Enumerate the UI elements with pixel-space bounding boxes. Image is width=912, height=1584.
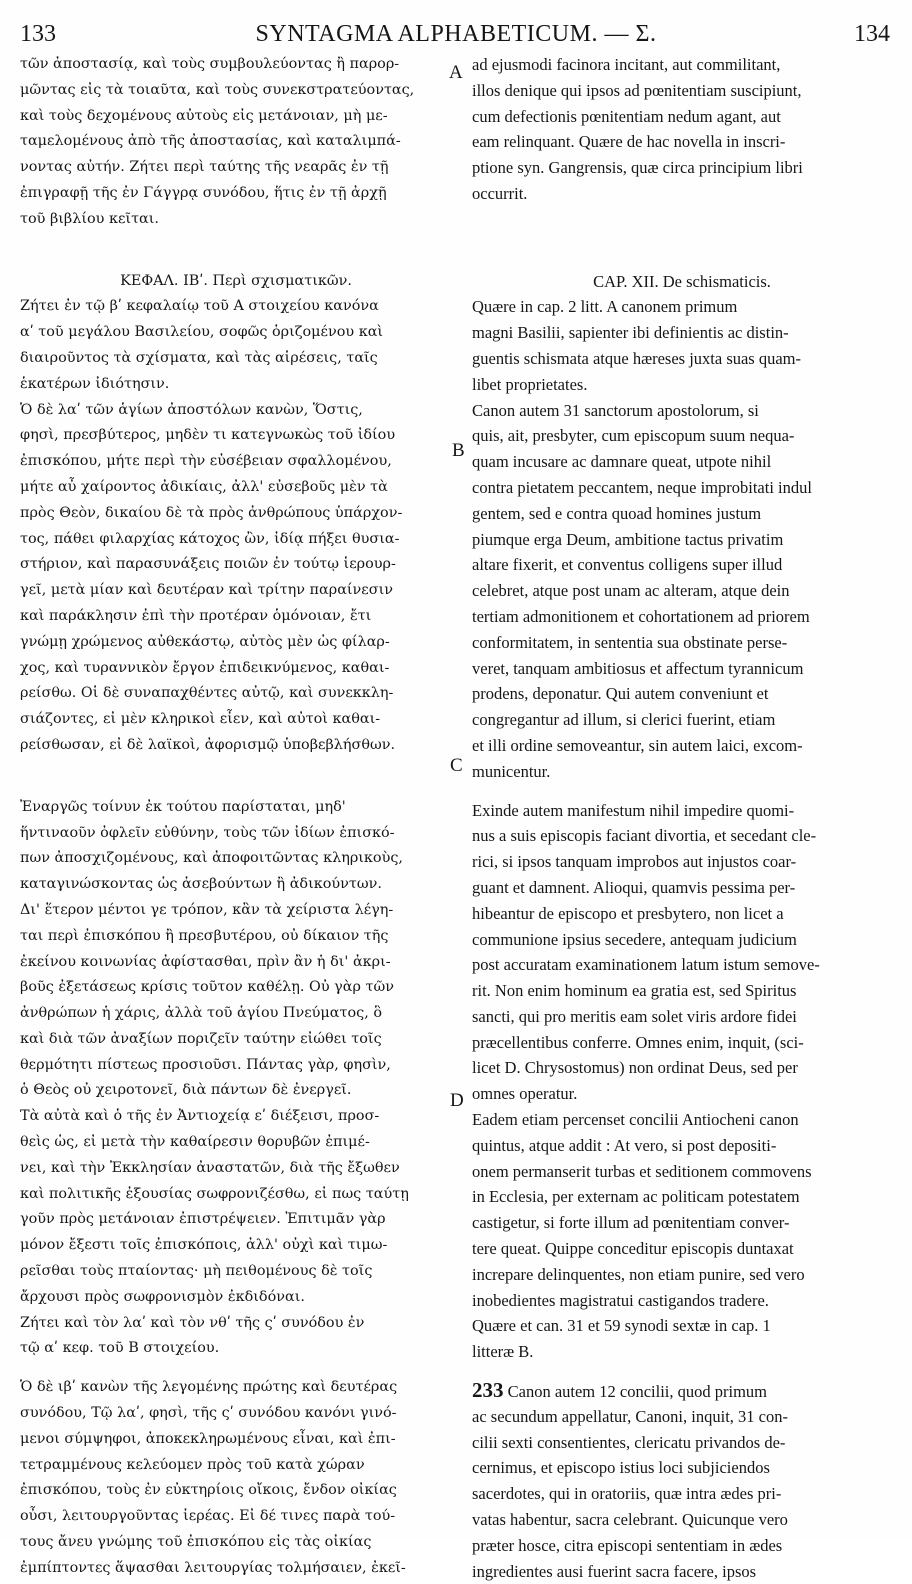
text-line: Ζήτει καὶ τὸν λαʹ καὶ τὸν νθʹ τῆς ςʹ συνόδου ἐν (20, 1314, 365, 1331)
text-line (472, 1378, 892, 1404)
text-line: ται περὶ ἐπισκόπου ἢ πρεσβυτέρου, οὐ δίκαιον τῆς (20, 927, 389, 944)
text-line: præter hosce, citra episcopi sententiam in ædes (472, 1535, 783, 1555)
text-line: in Ecclesia, per externam ac politicam potestatem (472, 1187, 800, 1207)
text-line: contra pietatem peccantem, neque improbitati indul (472, 477, 812, 497)
greek-paragraph-3 (20, 795, 452, 1105)
text-line: libet proprietates. (472, 374, 588, 394)
text-line: celebret, atque post unam ac alteram, atque dein (472, 581, 790, 601)
text-line: καὶ πολιτικῆς ἐξουσίας σωφρονιζέσθω, εἰ πως ταύτῃ (20, 1185, 409, 1202)
text-line: cilii sexti consentientes, clericatu privandos de- (472, 1432, 786, 1452)
text-line: ἄρχουσι πρὸς σωφρονισμὸν ἐκδιδόναι. (20, 1288, 305, 1305)
text-line: nus a suis episcopis faciant divortia, et secedant cle- (472, 826, 817, 846)
text-line: πρὸς Θεὸν, δικαίου δὲ τὰ πρὸς ἀνθρώπους ὑπάρχον- (20, 504, 403, 521)
text-line: γοῦν πρὸς μετάνοιαν ἐπιστρέψειεν. Ἐπιτιμᾶν γὰρ (20, 1211, 386, 1228)
text-line: litteræ B. (472, 1342, 534, 1362)
text-line: hibeantur de episcopo et presbytero, non licet a (472, 903, 784, 923)
latin-paragraph-5 (472, 1378, 892, 1584)
column-number-233: 233 (472, 1378, 504, 1403)
text-line: Ἐναργῶς τοίνυν ἐκ τούτου παρίσταται, μηδ' (20, 798, 346, 815)
text-line: licet D. Chrysostomus) non ordinat Deus, sed per (472, 1058, 798, 1078)
text-line: τους ἄνευ γνώμης τοῦ ἐπισκόπου εἰς τὰς οἰκίας (20, 1534, 372, 1551)
text-line: Exinde autem manifestum nihil impedire quomi- (472, 800, 795, 820)
text-line: rit. Non enim hominum ea gratia est, sed Spiritus (472, 981, 797, 1001)
text-line: νοντας αὐτήν. Ζήτει περὶ ταύτης τῆς νεαρᾶς ἐν τῇ (20, 159, 389, 176)
text-line: eam relinquant. Quære de hac novella in inscri- (472, 132, 786, 152)
latin-chapter-heading: CAP. XII. De schismaticis. (593, 271, 771, 291)
greek-paragraph-5 (20, 1375, 452, 1581)
latin-column (472, 52, 892, 1584)
text-line: μήτε αὖ χαίροντος ἀδικίαις, ἀλλ' εὐσεβοῦς μὲν τὰ (20, 478, 388, 495)
text-line: τοῦ βιβλίου κεῖται. (20, 210, 159, 227)
text-line: altare fixerit, et conventus colligens super illud (472, 555, 783, 575)
text-line: Ὁ δὲ λαʹ τῶν ἁγίων ἀποστόλων κανὼν, Ὅστις, (20, 401, 363, 418)
text-line: ταμελομένους ἀπὸ τῆς ἀποστασίας, καὶ καταλιμπά- (20, 133, 401, 150)
text-line: σιάζοντες, εἰ μὲν κληρικοὶ εἶεν, καὶ αὐτοὶ καθαι- (20, 711, 381, 728)
text-line: νει, καὶ τὴν Ἐκκλησίαν ἀναστατῶν, διὰ τῆς ἔξωθεν (20, 1159, 400, 1176)
text-line: ingredientes ausi fuerint sacra facere, ipsos (472, 1561, 757, 1581)
latin-paragraph-1 (472, 52, 892, 207)
page-number-right: 134 (854, 21, 890, 47)
text-line: sacerdotes, qui in oratoriis, quæ intra ædes pri- (472, 1484, 782, 1504)
text-line: guant et damnent. Alioqui, quamvis pessima per- (472, 877, 796, 897)
text-line: τῶν ἀποστασίᾳ, καὶ τοὺς συμβουλεύοντας ἢ παρορ- (20, 56, 400, 72)
text-line: ρείσθωσαν, εἰ δὲ λαϊκοὶ, ἀφορισμῷ ὑποβεβλήσθων. (20, 736, 396, 753)
text-line: ἐκείνου κοινωνίας ἀφίστασθαι, πρὶν ἂν ἡ δι' ἀκρι- (20, 953, 391, 970)
text-line: θερμότητι πίστεως προσιοῦσι. Πάντας γὰρ, φησὶν, (20, 1056, 391, 1073)
text-line: τος, πάθει φιλαρχίας κάτοχος ὢν, ἰδίᾳ πήξει θυσια- (20, 530, 400, 547)
margin-letter-a: A (449, 62, 463, 83)
text-line: τῷ αʹ κεφ. τοῦ Β στοιχείου. (20, 1340, 220, 1357)
text-line: καὶ παράκλησιν ἐπὶ τὴν προτέραν ὁμόνοιαν, ἔτι (20, 607, 372, 624)
text-line: οὖσι, λειτουργοῦντας ἱερέας. Εἰ δέ τινες παρὰ τού- (20, 1508, 396, 1525)
greek-paragraph-4 (20, 1104, 452, 1362)
text-line: occurrit. (472, 183, 528, 203)
text-line: Ὁ δὲ ιβʹ κανὼν τῆς λεγομένης πρώτης καὶ δευτέρας (20, 1379, 398, 1396)
text-line: tere queat. Quippe conceditur episcopis duntaxat (472, 1239, 794, 1259)
text-line: Δι' ἕτερον μέντοι γε τρόπον, κἂν τὰ χείριστα λέγη- (20, 901, 394, 918)
text-line: inobedientes magistratui castigandos tradere. (472, 1290, 769, 1310)
text-line: Τὰ αὐτὰ καὶ ὁ τῆς ἐν Ἀντιοχείᾳ εʹ διέξεισι, προσ- (20, 1108, 380, 1125)
text-line: συνόδου, Τῷ λαʹ, φησὶ, τῆς ςʹ συνόδου κανόνι γινό- (20, 1405, 397, 1422)
margin-letter-b: B (452, 440, 465, 461)
text-line: magni Basilii, sapienter ibi definientis ac distin- (472, 323, 789, 343)
text-line: congregantur ad illum, si clerici fuerint, etiam (472, 710, 776, 730)
text-line: gentem, sed e contra quoad homines justum (472, 503, 762, 523)
text-line: ἐπισκόπου, μήτε περὶ τὴν εὐσέβειαν σφαλλομένου, (20, 453, 392, 470)
text-line: veret, tanquam ambitiosus et affectum tyrannicum (472, 658, 804, 678)
text-line: θεὶς ὡς, εἰ μετὰ τὴν καθαίρεσιν θορυβῶν ἐπιμέ- (20, 1134, 370, 1151)
text-line: illos denique qui ipsos ad pœnitentiam suscipiunt, (472, 80, 802, 100)
text-line: cum defectionis pœnitentiam nedum agant, aut (472, 106, 781, 126)
text-line: et illi ordine semoveantur, sin autem laici, excom- (472, 735, 803, 755)
text-line: post accuratam examinationem latum istum semove- (472, 955, 820, 975)
greek-chapter-heading: ΚΕΦΑΛ. ΙΒʹ. Περὶ σχισματικῶν. (120, 272, 352, 289)
greek-column (20, 52, 452, 1582)
text-line: ἐπισκόπου, τοὺς ἐν εὐκτηρίοις οἴκοις, ἔνδον οἰκίας (20, 1482, 397, 1499)
latin-paragraph-2 (472, 294, 892, 784)
text-line: sancti, qui pro meritis eam solet viris ardore fidei (472, 1006, 797, 1026)
text-line: χος, καὶ τυραννικὸν ἔργον ἐπιδεικνύμενος, καθαι- (20, 659, 390, 676)
text-line: μόνον ἔξεστι τοῖς ἐπισκόποις, ἀλλ' οὐχὶ καὶ τιμω- (20, 1237, 388, 1254)
text-line: increpare delinquentes, non etiam punire, sed vero (472, 1264, 805, 1284)
text-line: vatas habentur, sacra celebrant. Quicunque vero (472, 1510, 788, 1530)
text-line: prodens, deponatur. Qui autem conveniunt et (472, 684, 769, 704)
text-line: φησὶ, πρεσβύτερος, μηδὲν τι κατεγνωκὼς τοῦ ἰδίου (20, 427, 396, 444)
text-line: διαιροῦντος τὰ σχίσματα, καὶ τὰς αἱρέσεις, ταῖς (20, 349, 378, 366)
text-line: γεῖ, μετὰ μίαν καὶ δευτέραν καὶ τρίτην παραίνεσιν (20, 582, 393, 599)
text-line: ἀνθρώπων ἡ χάρις, ἀλλὰ τοῦ ἁγίου Πνεύματος, ὃ (20, 1005, 383, 1022)
text-line: καὶ τοὺς δεχομένους αὐτοὺς εἰς μετάνοιαν, μὴ με- (20, 107, 388, 124)
text-line: castigetur, si forte illum ad pœnitentiam conver- (472, 1213, 790, 1233)
text-line: Eadem etiam percenset concilii Antiocheni canon (472, 1110, 799, 1130)
text-line: municentur. (472, 761, 551, 781)
text-line: στήριον, καὶ παρασυνάξεις ποιῶν ἐν τούτῳ ἱερουρ- (20, 556, 396, 573)
text-line: πων ἀποσχιζομένους, καὶ ἀποφοιτῶντας κληρικοὺς, (20, 850, 403, 867)
text-line: ad ejusmodi facinora incitant, aut commilitant, (472, 55, 781, 74)
text-line: quis, ait, presbyter, cum episcopum suum nequa- (472, 426, 795, 446)
margin-letter-c: C (450, 755, 463, 776)
text-line: onem permanserit turbas et seditionem commovens (472, 1161, 812, 1181)
text-line: præcellentibus conferre. Omnes enim, inquit, (sci- (472, 1032, 804, 1052)
text-line: Canon autem 31 sanctorum apostolorum, si (472, 400, 759, 420)
text-line: ὁ Θεὸς οὐ χειροτονεῖ, διὰ πάντων δὲ ἐνεργεῖ. (20, 1082, 352, 1099)
page-number-left: 133 (20, 21, 56, 47)
text-line: piumque erga Deum, ambitione tactus privatim (472, 529, 784, 549)
latin-paragraph-4 (472, 1107, 892, 1365)
margin-letter-d: D (450, 1090, 464, 1111)
text-line: omnes operatur. (472, 1084, 578, 1104)
greek-paragraph-2 (20, 294, 452, 758)
text-line: rici, si ipsos tanquam improbos aut injustos coar- (472, 852, 797, 872)
text-line: quintus, atque addit : At vero, si post depositi- (472, 1135, 777, 1155)
latin-paragraph-3 (472, 798, 892, 1108)
text-line: τετραμμένους κελεύομεν πρὸς τοῦ κατὰ χώραν (20, 1456, 365, 1473)
text-line: cernimus, et episcopo istius loci subjiciendos (472, 1458, 770, 1478)
text-line: ac secundum appellatur, Canoni, inquit, 31 con- (472, 1406, 788, 1426)
text-line: Quære et can. 31 et 59 synodi sextæ in cap. 1 (472, 1316, 771, 1336)
text-line: γνώμῃ χρώμενος αὐθεκάστῳ, αὐτὸς μὲν ὡς φίλαρ- (20, 633, 390, 650)
text-line: quam incusare ac damnare queat, utpote nihil (472, 452, 772, 472)
text-line: ptione syn. Gangrensis, quæ circa principium libri (472, 158, 803, 178)
greek-paragraph-1 (20, 52, 452, 233)
text-line: ἥντιναοῦν ὀφλεῖν εὐθύνην, τοὺς τῶν ἰδίων ἐπισκό- (20, 824, 395, 841)
text-line: ρεῖσθαι τοὺς πταίοντας· μὴ πειθομένους δὲ τοῖς (20, 1263, 373, 1280)
text-line: guentis schismata atque hæreses juxta suas quam- (472, 348, 802, 368)
text-line: conformitatem, in sententia sua obstinate perse- (472, 632, 788, 652)
text-line: Ζήτει ἐν τῷ βʹ κεφαλαίῳ τοῦ Α στοιχείου κανόνα (20, 298, 379, 315)
text-line: ρείσθω. Οἱ δὲ συναπαχθέντες αὐτῷ, καὶ συνεκκλη- (20, 685, 394, 702)
text-line: ἐμπίπτοντες ἅψασθαι λειτουργίας τολμήσαιεν, ἐκεῖ- (20, 1559, 406, 1576)
text-line: βοῦς ἐξετάσεως κρίσις τοῦτον καθέλῃ. Οὐ γὰρ τῶν (20, 979, 394, 996)
text-line: Quære in cap. 2 litt. A canonem primum (472, 297, 738, 317)
running-title: SYNTAGMA ALPHABETICUM. — Σ. (255, 21, 657, 47)
text-line: καὶ διὰ τῶν ἀναξίων ποριζεῖν ταύτην εἰώθει τοῖς (20, 1030, 382, 1047)
text-line: tertiam admonitionem et cohortationem ad priorem (472, 606, 810, 626)
text-line: μῶντας εἰς τὰ τοιαῦτα, καὶ τοὺς συνεκστρατεύοντας, (20, 81, 415, 98)
text-line-first: Canon autem 12 concilii, quod primum (503, 1382, 768, 1402)
text-line: καταγινώσκοντας ὡς ἀσεβούντων ἢ ἀδικούντων. (20, 876, 382, 893)
text-line: ἑκατέρων ἰδιότησιν. (20, 375, 170, 392)
text-line: μενοι σύμψηφοι, ἀποκεκληρωμένους εἶναι, καὶ ἐπι- (20, 1430, 396, 1447)
text-line: αʹ τοῦ μεγάλου Βασιλείου, σοφῶς ὁριζομένου καὶ (20, 324, 384, 341)
text-line: ἐπιγραφῇ τῆς ἐν Γάγγρᾳ συνόδου, ἥτις ἐν τῇ ἀρχῇ (20, 184, 387, 201)
text-line: communione ipsius secedere, antequam judicium (472, 929, 797, 949)
